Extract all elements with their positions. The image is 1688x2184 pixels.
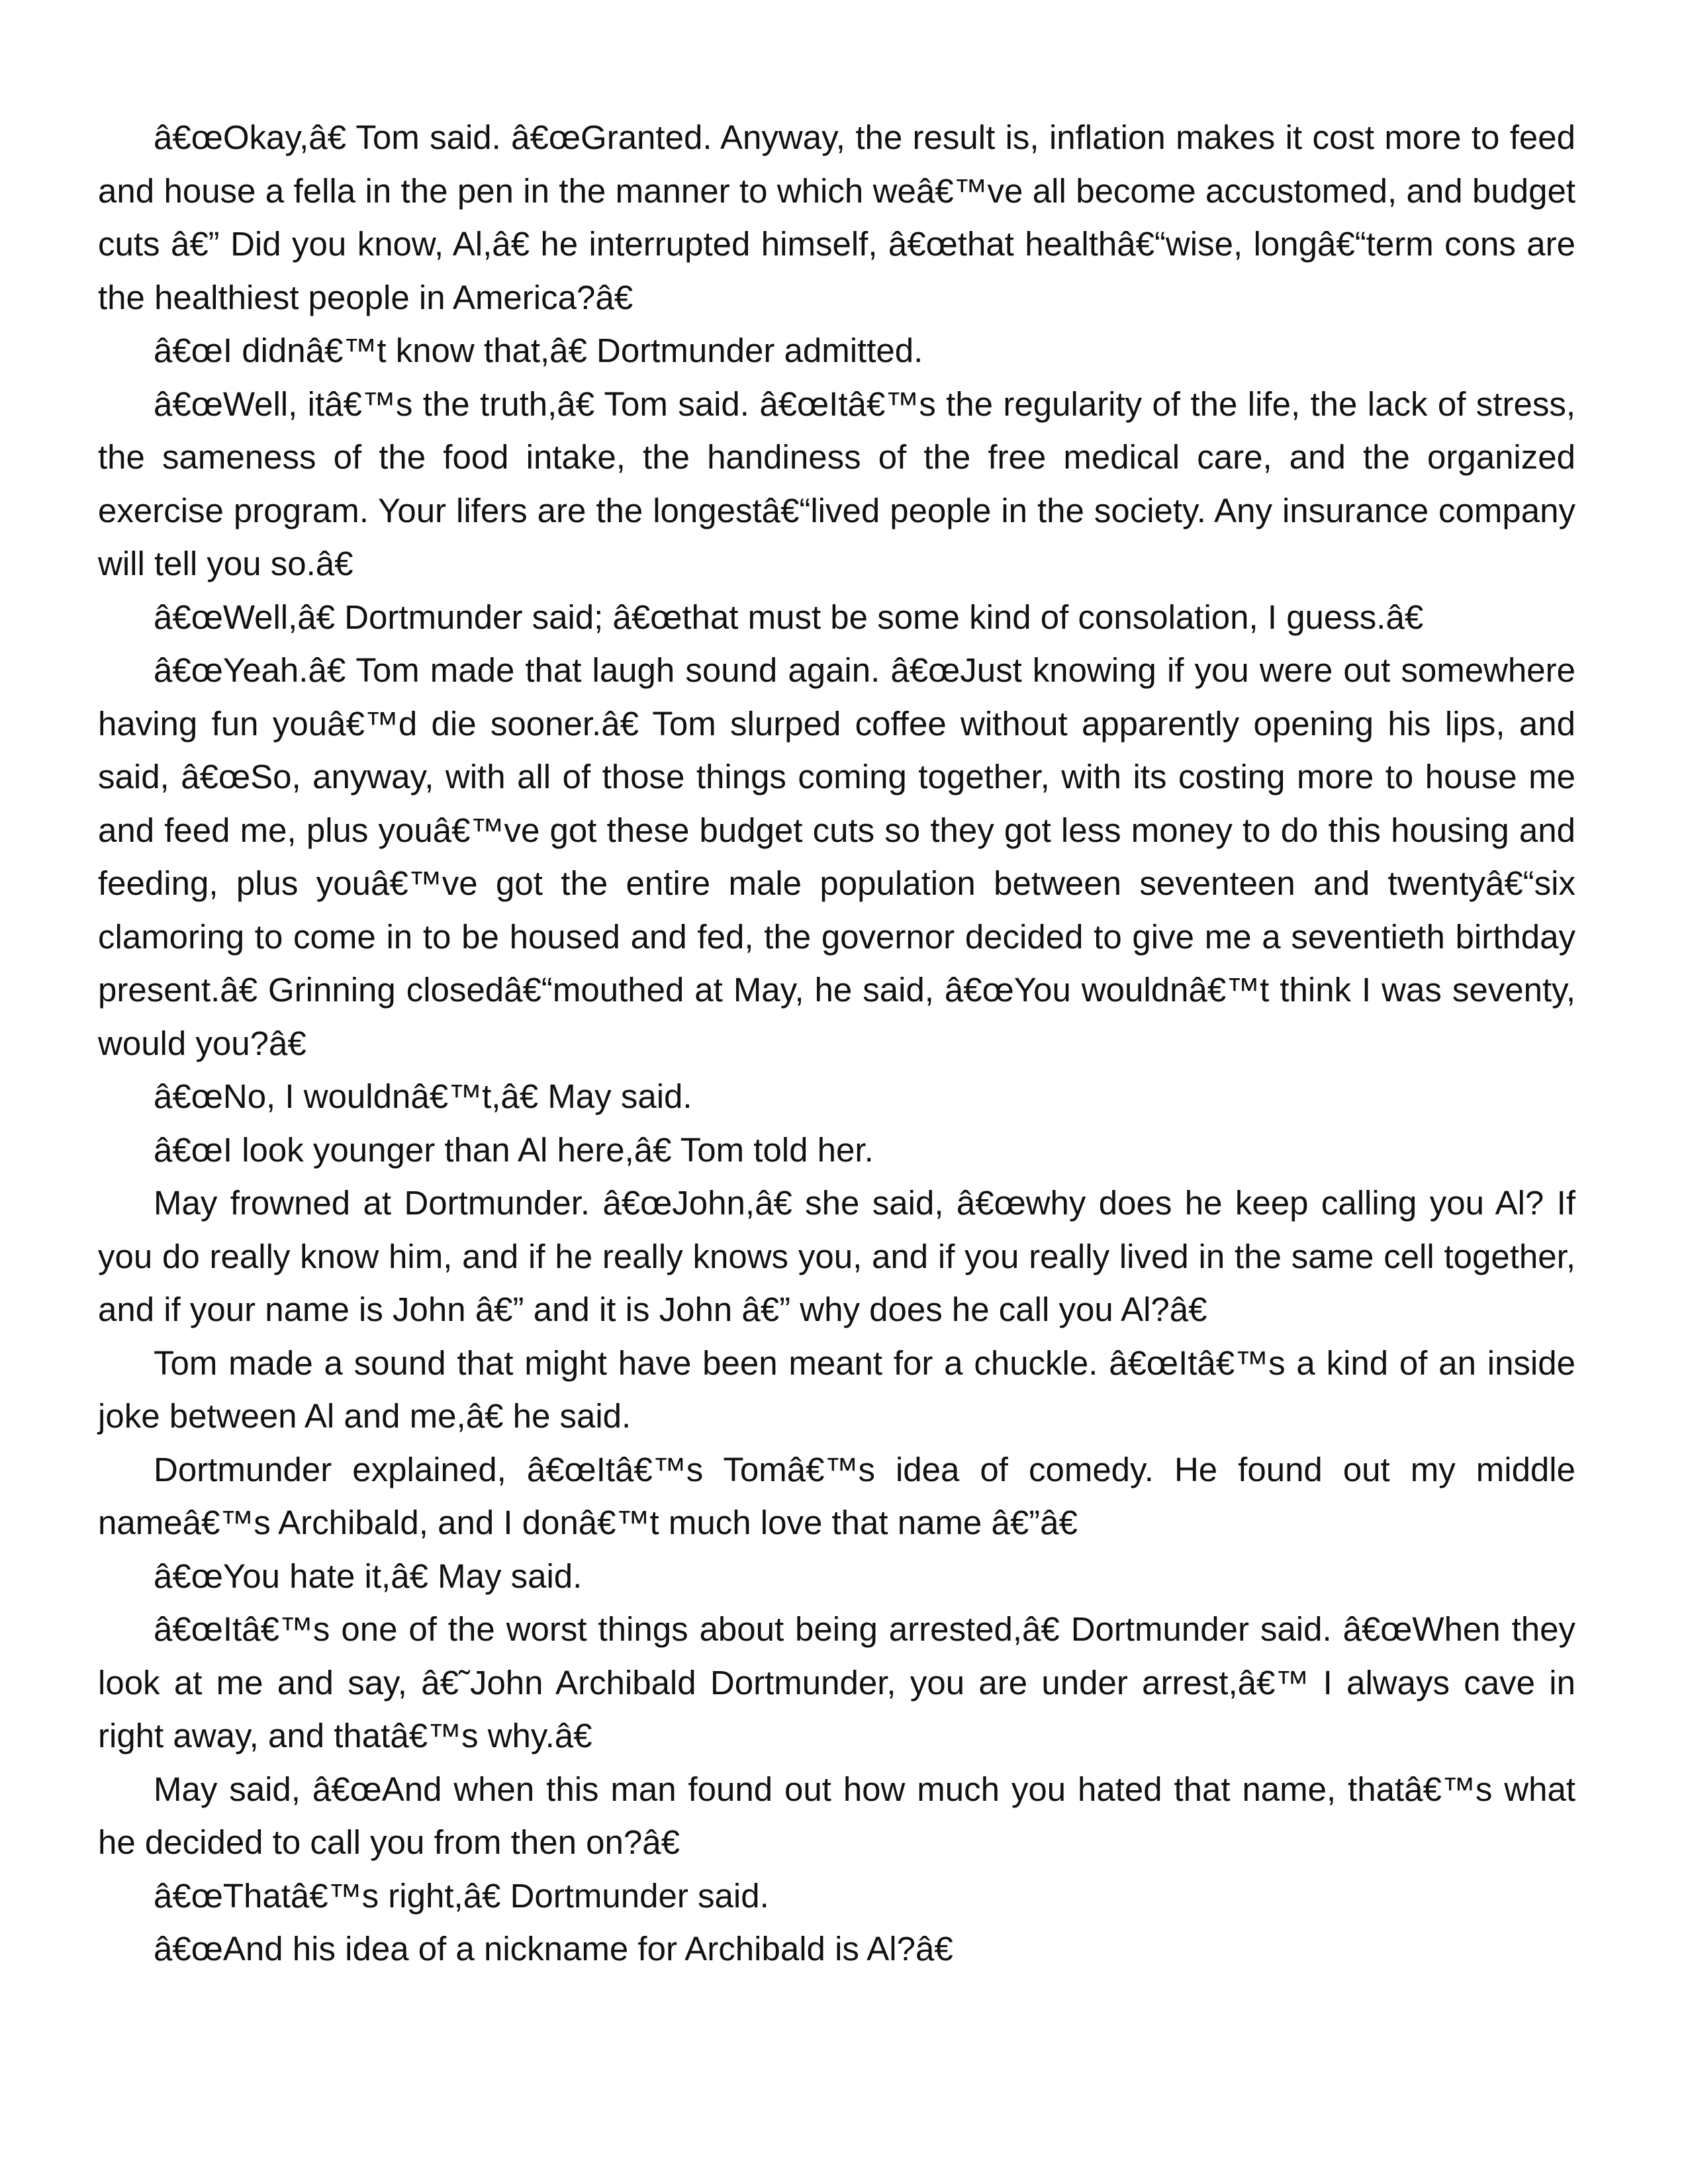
paragraph-11: â€œYou hate it,â€ May said. [154, 1557, 583, 1595]
document-page [98, 111, 1575, 1976]
paragraph-9: Tom made a sound that might have been meant for a chuckle. â€œItâ€™s a kind of an inside joke between Al and me,â€ he said. [98, 1343, 1575, 1435]
paragraph-2: â€œI didnâ€™t know that,â€ Dortmunder admitted. [154, 332, 923, 369]
paragraph-14: â€œThatâ€™s right,â€ Dortmunder said. [154, 1876, 769, 1915]
paragraph-4: â€œWell,â€ Dortmunder said; â€œthat must be some kind of consolation, I guess.â€ [154, 598, 1424, 636]
paragraph-6: â€œNo, I wouldnâ€™t,â€ May said. [154, 1077, 692, 1115]
paragraph-5: â€œYeah.â€ Tom made that laugh sound again. â€œJust knowing if you were out somewhere having fun youâ€™d die sooner.â€ Tom slurped coffee without apparently opening his lips, and said, â€œSo, anyway, with all of those things coming together, with its costing more to house me and feed me, plus youâ€™ve got these budget cuts so they got less money to do this housing and feeding, plus youâ€™ve got the entire male population between seventeen and twentyâ€“six clamoring to come in to be housed and fed, the governor decided to give me a seventieth birthday present.â€ Grinning closedâ€“mouthed at May, he said, â€œYou wouldnâ€™t think I was seventy, would you?â€ [98, 651, 1575, 1062]
paragraph-13: May said, â€œAnd when this man found out how much you hated that name, thatâ€™s what he decided to call you from then on?â€ [98, 1770, 1575, 1861]
paragraph-7: â€œI look younger than Al here,â€ Tom told her. [154, 1130, 874, 1169]
paragraph-3: â€œWell, itâ€™s the truth,â€ Tom said. â€œItâ€™s the regularity of the life, the lack of stress, the sameness of the food intake, the handiness of the free medical care, and the organized exercise program. Your lifers are the longestâ€“lived people in the society. Any insurance company will tell you so.â€ [98, 385, 1575, 582]
paragraph-10: Dortmunder explained, â€œItâ€™s Tomâ€™s idea of comedy. He found out my middle nameâ€™s Archibald, and I donâ€™t much love that name â€”â€ [98, 1450, 1575, 1541]
paragraph-12: â€œItâ€™s one of the worst things about being arrested,â€ Dortmunder said. â€œWhen they look at me and say, â€˜John Archibald Dortmunder, you are under arrest,â€™ I always cave in right away, and thatâ€™s why.â€ [98, 1610, 1575, 1754]
paragraph-15: â€œAnd his idea of a nickname for Archibald is Al?â€ [154, 1930, 953, 1968]
paragraph-8: May frowned at Dortmunder. â€œJohn,â€ she said, â€œwhy does he keep calling you Al? If you do really know him, and if he really knows you, and if you really lived in the same cell together, and if your name is John â€” and it is John â€” why does he call you Al?â€ [98, 1184, 1575, 1328]
paragraph-1: â€œOkay,â€ Tom said. â€œGranted. Anyway, the result is, inflation makes it cost more to feed and house a fella in the pen in the manner to which weâ€™ve all become accustomed, and budget cuts â€” Did you know, Al,â€ he interrupted himself, â€œthat healthâ€“wise, longâ€“term cons are the healthiest people in America?â€ [98, 118, 1575, 316]
